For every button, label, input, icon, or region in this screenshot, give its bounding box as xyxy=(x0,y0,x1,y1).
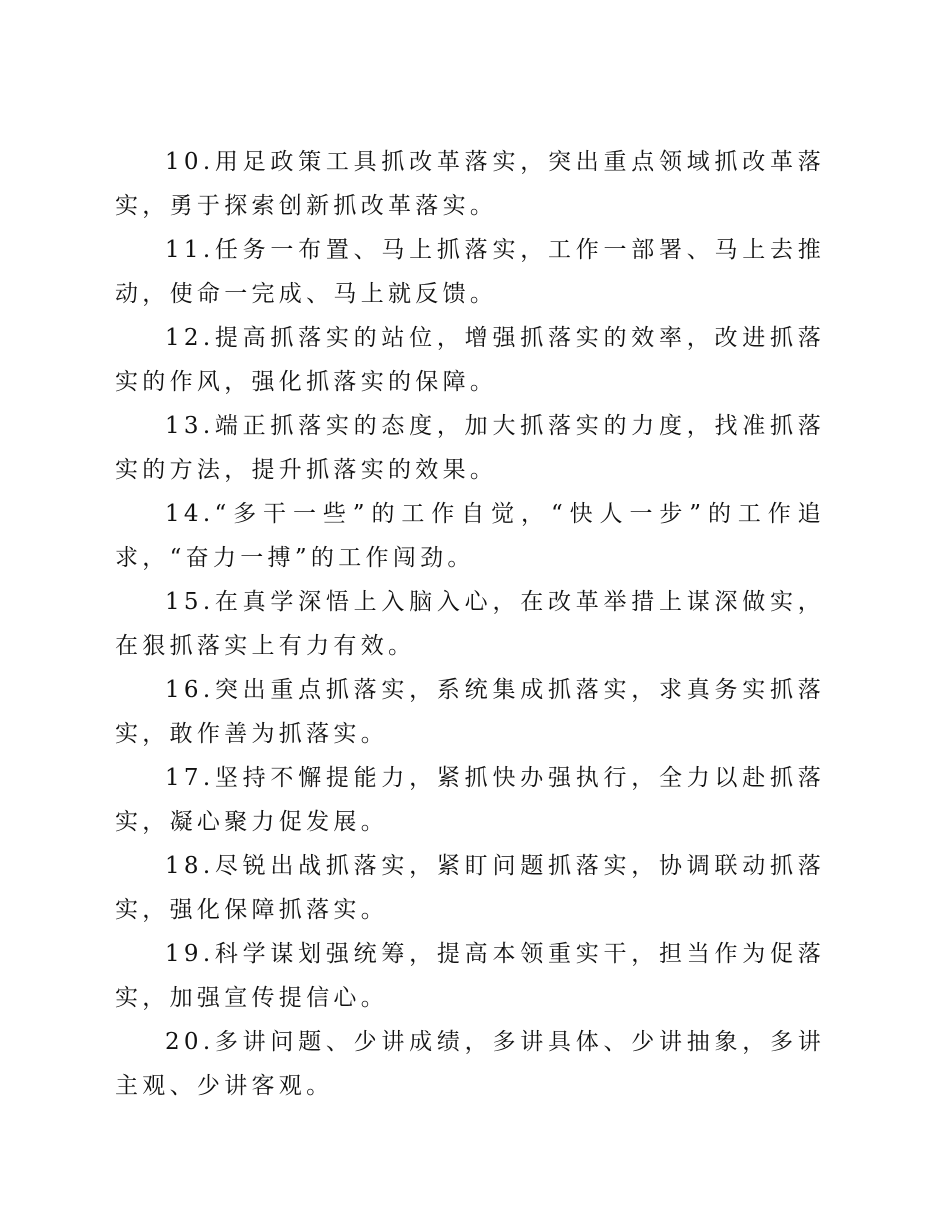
list-item-14: 14.“多干一些”的工作自觉，“快人一步”的工作追求，“奋力一搏”的工作闯劲。 xyxy=(115,501,825,571)
list-item-16: 16.突出重点抓落实，系统集成抓落实，求真务实抓落实，敢作善为抓落实。 xyxy=(115,677,825,747)
list-item-17: 17.坚持不懈提能力，紧抓快办强执行，全力以赴抓落实，凝心聚力促发展。 xyxy=(115,765,825,835)
list-item-12: 12.提高抓落实的站位，增强抓落实的效率，改进抓落实的作风，强化抓落实的保障。 xyxy=(115,325,825,395)
list-item-15: 15.在真学深悟上入脑入心，在改革举措上谋深做实，在狠抓落实上有力有效。 xyxy=(115,589,825,659)
list-item-19: 19.科学谋划强统筹，提高本领重实干，担当作为促落实，加强宣传提信心。 xyxy=(115,941,825,1011)
list-item-11: 11.任务一布置、马上抓落实，工作一部署、马上去推动，使命一完成、马上就反馈。 xyxy=(115,237,825,307)
list-item-10: 10.用足政策工具抓改革落实，突出重点领域抓改革落实，勇于探索创新抓改革落实。 xyxy=(115,149,825,219)
list-item-20: 20.多讲问题、少讲成绩，多讲具体、少讲抽象，多讲主观、少讲客观。 xyxy=(115,1029,825,1099)
list-item-13: 13.端正抓落实的态度，加大抓落实的力度，找准抓落实的方法，提升抓落实的效果。 xyxy=(115,413,825,483)
list-item-18: 18.尽锐出战抓落实，紧盯问题抓落实，协调联动抓落实，强化保障抓落实。 xyxy=(115,853,825,923)
document-body xyxy=(115,140,825,1108)
